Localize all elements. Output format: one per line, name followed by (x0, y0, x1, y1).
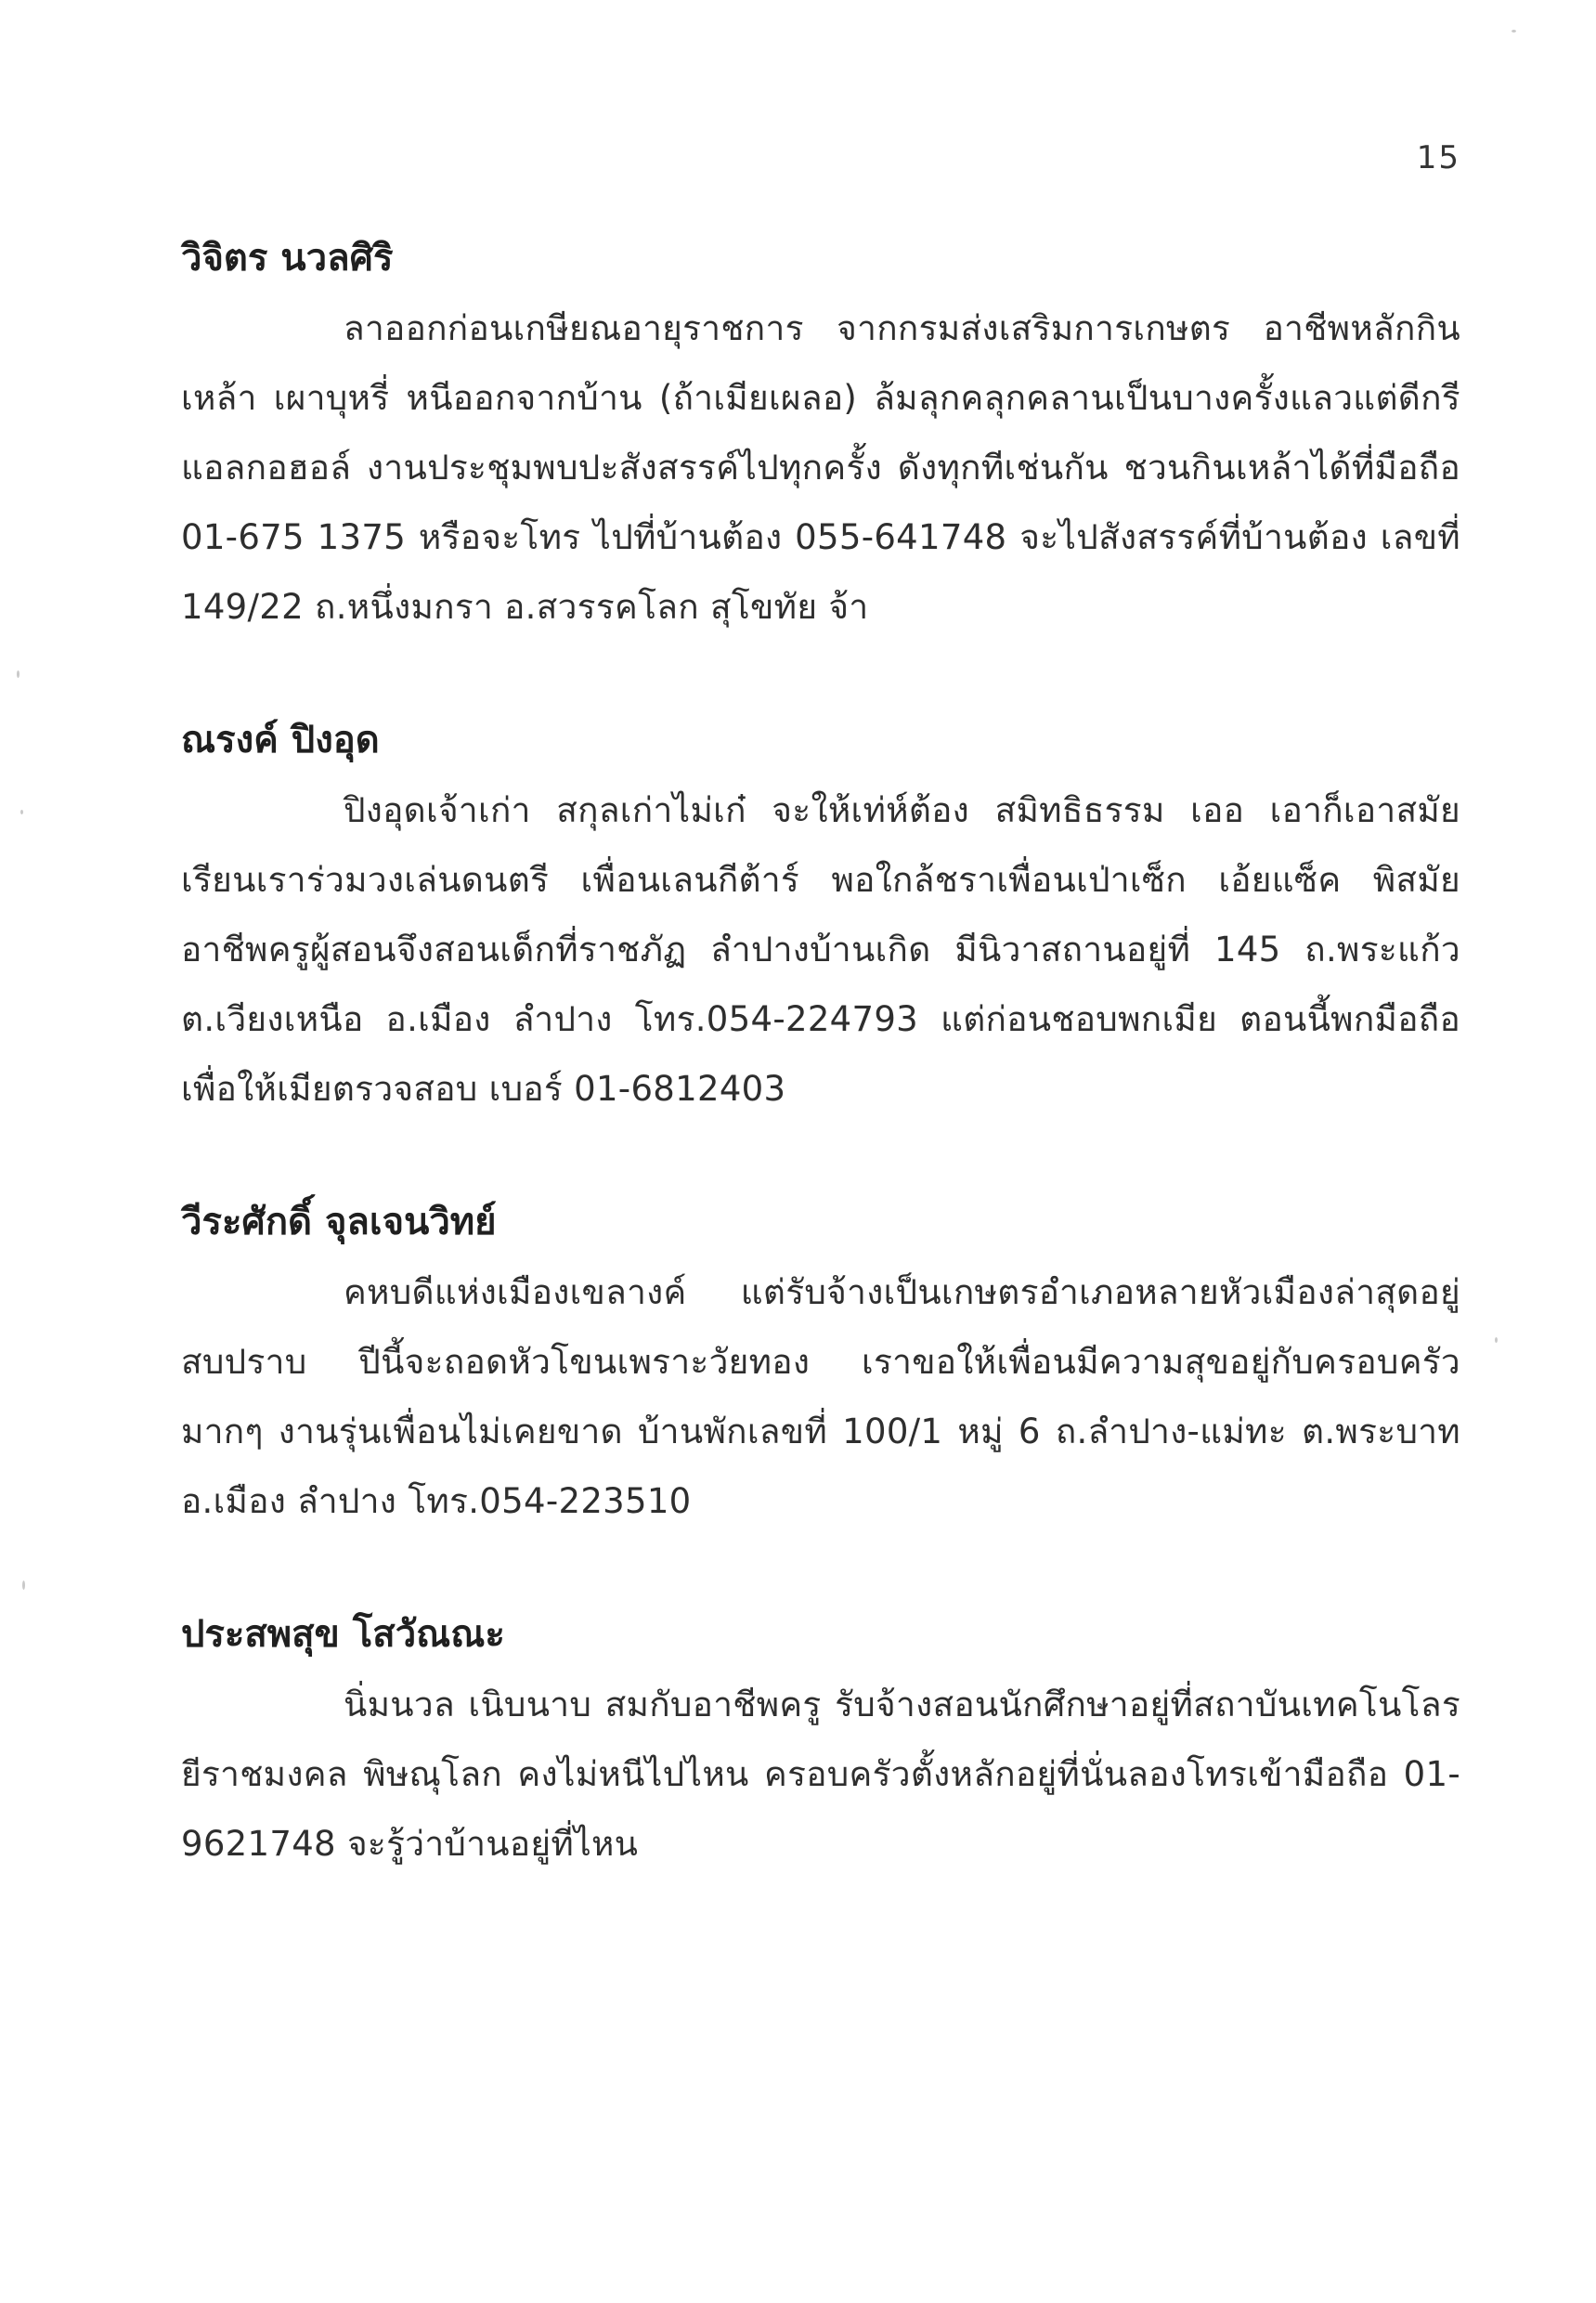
scan-speck (1512, 30, 1516, 33)
scan-speck (22, 1581, 25, 1590)
entry (181, 1607, 1460, 1879)
entry-name: วิจิตร นวลศิริ (181, 237, 394, 280)
entry-body: ปิงอุดเจ้าเก่า สกุลเก่าไม่เก๋ จะให้เท่ห์ต้อง สมิทธิธรรม เออ เอาก็เอาสมัยเรียนเราร่วมวงเล่นดนตรี เพื่อนเลนกีต้าร์ พอใกล้ชราเพื่อนเป่าเซ็ก เอ้ยแซ็ค พิสมัยอาชีพครูผู้สอนจึงสอนเด็กที่ราชภัฏ ลำปางบ้านเกิด มีนิวาสถานอยู่ที่ 145 ถ.พระแก้ว ต.เวียงเหนือ อ.เมือง ลำปาง โทร.054-224793 แต่ก่อนชอบพกเมีย ตอนนี้พกมือถือเพื่อให้เมียตรวจสอบ เบอร์ 01-6812403 (181, 790, 1460, 1109)
entry-body: ลาออกก่อนเกษียณอายุราชการ จากกรมส่งเสริมการเกษตร อาชีพหลักกินเหล้า เผาบุหรี่ หนีออกจากบ้าน (ถ้าเมียเผลอ) ล้มลุกคลุกคลานเป็นบางครั้งแลวแต่ดีกรีแอลกอฮอล์ งานประชุมพบปะสังสรรค์ไปทุกครั้ง ดังทุกทีเช่นกัน ชวนกินเหล้าได้ที่มือถือ 01-675 1375 หรือจะโทร ไปที่บ้านต้อง 055-641748 จะไปสังสรรค์ที่บ้านต้อง เลขที่ 149/22 ถ.หนึ่งมกรา อ.สวรรคโลก สุโขทัย จ้า (181, 308, 1460, 627)
scan-speck (1495, 1337, 1498, 1343)
entry (181, 1194, 1460, 1536)
entry (181, 230, 1460, 642)
entry (181, 712, 1460, 1124)
scan-speck (17, 670, 19, 678)
scan-speck (20, 810, 23, 814)
page-number: 15 (1416, 139, 1460, 176)
page-content (181, 230, 1460, 1949)
entry-body: คหบดีแห่งเมืองเขลางค์ แต่รับจ้างเป็นเกษตรอำเภอหลายหัวเมืองล่าสุดอยู่สบปราบ ปีนี้จะถอดหัวโขนเพราะวัยทอง เราขอให้เพื่อนมีความสุขอยู่กับครอบครัวมากๆ งานรุ่นเพื่อนไม่เคยขาด บ้านพักเลขที่ 100/1 หมู่ 6 ถ.ลำปาง-แม่ทะ ต.พระบาท อ.เมือง ลำปาง โทร.054-223510 (181, 1272, 1460, 1521)
entry-name: ณรงค์ ปิงอุด (181, 719, 380, 761)
entry-name: ประสพสุข โสวัณณะ (181, 1613, 505, 1656)
entry-name: วีระศักดิ์ จุลเจนวิทย์ (181, 1201, 497, 1243)
entry-body: นิ่มนวล เนิบนาบ สมกับอาชีพครู รับจ้างสอนนักศึกษาอยู่ที่สถาบันเทคโนโลรยีราชมงคล พิษณุโลก คงไม่หนีไปไหน ครอบครัวตั้งหลักอยู่ที่นั่นลองโทรเข้ามือถือ 01-9621748 จะรู้ว่าบ้านอยู่ที่ไหน (181, 1685, 1460, 1864)
